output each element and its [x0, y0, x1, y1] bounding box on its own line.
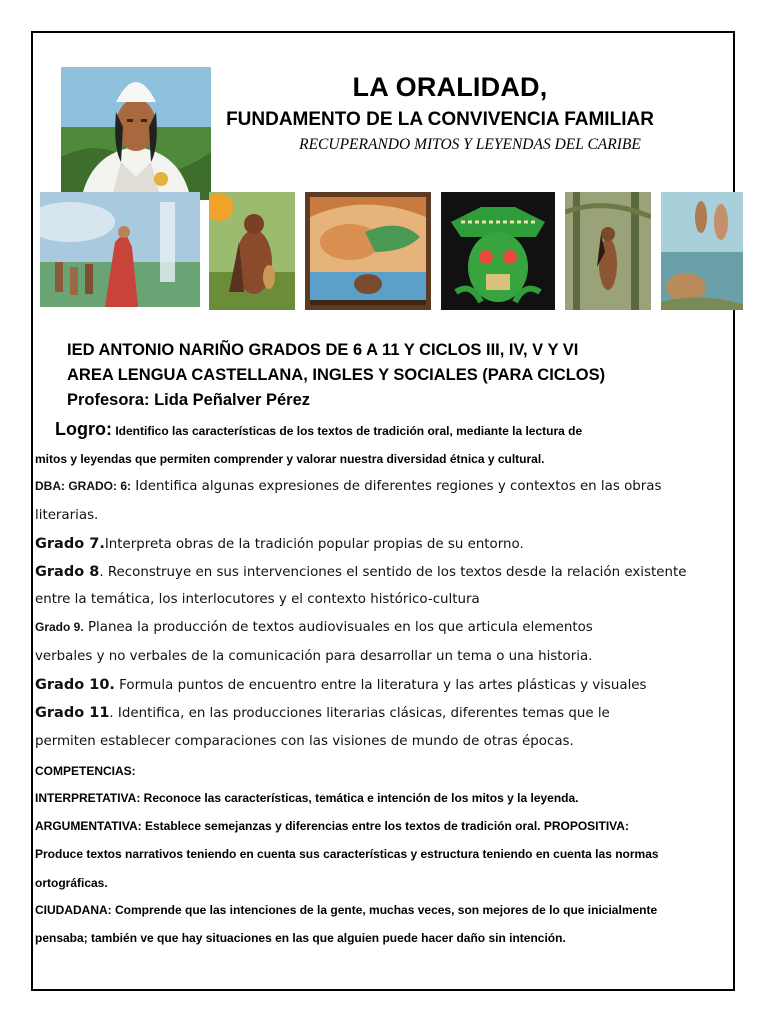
indigenous-elder-portrait — [61, 67, 211, 200]
logro-line-2: mitos y leyendas que permiten comprender y valorar nuestra diversidad étnica y cultural. — [35, 452, 545, 466]
grado-9-text: Planea la producción de textos audiovisuales en los que articula elementos — [83, 620, 593, 635]
area-line: AREA LENGUA CASTELLANA, INGLES Y SOCIALES (PARA CICLOS) — [67, 366, 606, 384]
dba-line-2: literarias. — [35, 508, 99, 523]
dba-label: DBA: GRADO: 6: — [35, 479, 131, 493]
grado-11-text: . Identifica, en las producciones literarias clásicas, diferentes temas que le — [109, 706, 610, 721]
grado-9-label: Grado 9. — [35, 620, 84, 634]
grado-8-text: . Reconstruye en sus intervenciones el sentido de los textos desde la relación existente — [99, 565, 687, 580]
myth-illustration-2 — [209, 192, 295, 310]
grado-8-label: Grado 8 — [35, 564, 100, 580]
document-tagline: RECUPERANDO MITOS Y LEYENDAS DEL CARIBE — [299, 136, 641, 153]
grado-7-line — [35, 536, 725, 552]
grado-7-text: Interpreta obras de la tradición popular propias de su entorno. — [104, 537, 524, 552]
institution-line: IED ANTONIO NARIÑO GRADOS DE 6 A 11 Y CICLOS III, IV, V Y VI — [67, 341, 579, 359]
document-title: LA ORALIDAD, — [352, 72, 548, 102]
competencia-ciudadana-cont: pensaba; también ve que hay situaciones en las que alguien puede hacer daño sin intención. — [35, 931, 566, 945]
myth-illustration-4 — [441, 192, 555, 310]
grado-11-line-1 — [35, 705, 725, 721]
competencia-ciudadana: CIUDADANA: Comprende que las intenciones de la gente, muchas veces, son mejores de lo que inicialmente — [35, 903, 658, 917]
grado-7-label: Grado 7. — [35, 536, 105, 552]
logro-text: Identifico las características de los textos de tradición oral, mediante la lectura de — [115, 424, 583, 438]
grado-10-text: Formula puntos de encuentro entre la literatura y las artes plásticas y visuales — [114, 678, 647, 693]
grado-8-line-1 — [35, 564, 725, 580]
myth-illustration-1 — [40, 192, 200, 307]
myth-illustration-6 — [661, 192, 743, 310]
grado-8-line-2: entre la temática, los interlocutores y el contexto histórico-cultura — [35, 592, 480, 607]
competencia-interpretativa: INTERPRETATIVA: Reconoce las características, temática e intención de los mitos y la leyenda. — [35, 791, 579, 805]
myth-illustration-5 — [565, 192, 651, 310]
grado-10-label: Grado 10. — [35, 677, 115, 693]
teacher-line: Profesora: Lida Peñalver Pérez — [67, 391, 311, 409]
logro-line-1 — [55, 419, 582, 440]
myth-illustration-3 — [305, 192, 431, 310]
grado-10-line — [35, 677, 725, 693]
grado-9-line-1 — [35, 620, 725, 635]
grado-11-line-2: permiten establecer comparaciones con las visiones de mundo de otras épocas. — [35, 734, 574, 749]
competencias-heading: COMPETENCIAS: — [35, 764, 136, 778]
competencia-propositiva-cont: ortográficas. — [35, 876, 108, 890]
document-subtitle: FUNDAMENTO DE LA CONVIVENCIA FAMILIAR — [226, 109, 654, 130]
dba-line-1 — [35, 479, 725, 494]
logro-label: Logro: — [55, 419, 112, 439]
grado-11-label: Grado 11 — [35, 705, 110, 721]
dba-text: Identifica algunas expresiones de diferentes regiones y contextos en las obras — [131, 479, 662, 494]
competencia-propositiva: Produce textos narrativos teniendo en cuenta sus características y estructura teniendo en cuenta las normas — [35, 847, 659, 861]
grado-9-line-2: verbales y no verbales de la comunicación para desarrollar un tema o una historia. — [35, 649, 593, 664]
competencia-argumentativa: ARGUMENTATIVA: Establece semejanzas y diferencias entre los textos de tradición oral. PROPOSITIVA: — [35, 819, 629, 833]
